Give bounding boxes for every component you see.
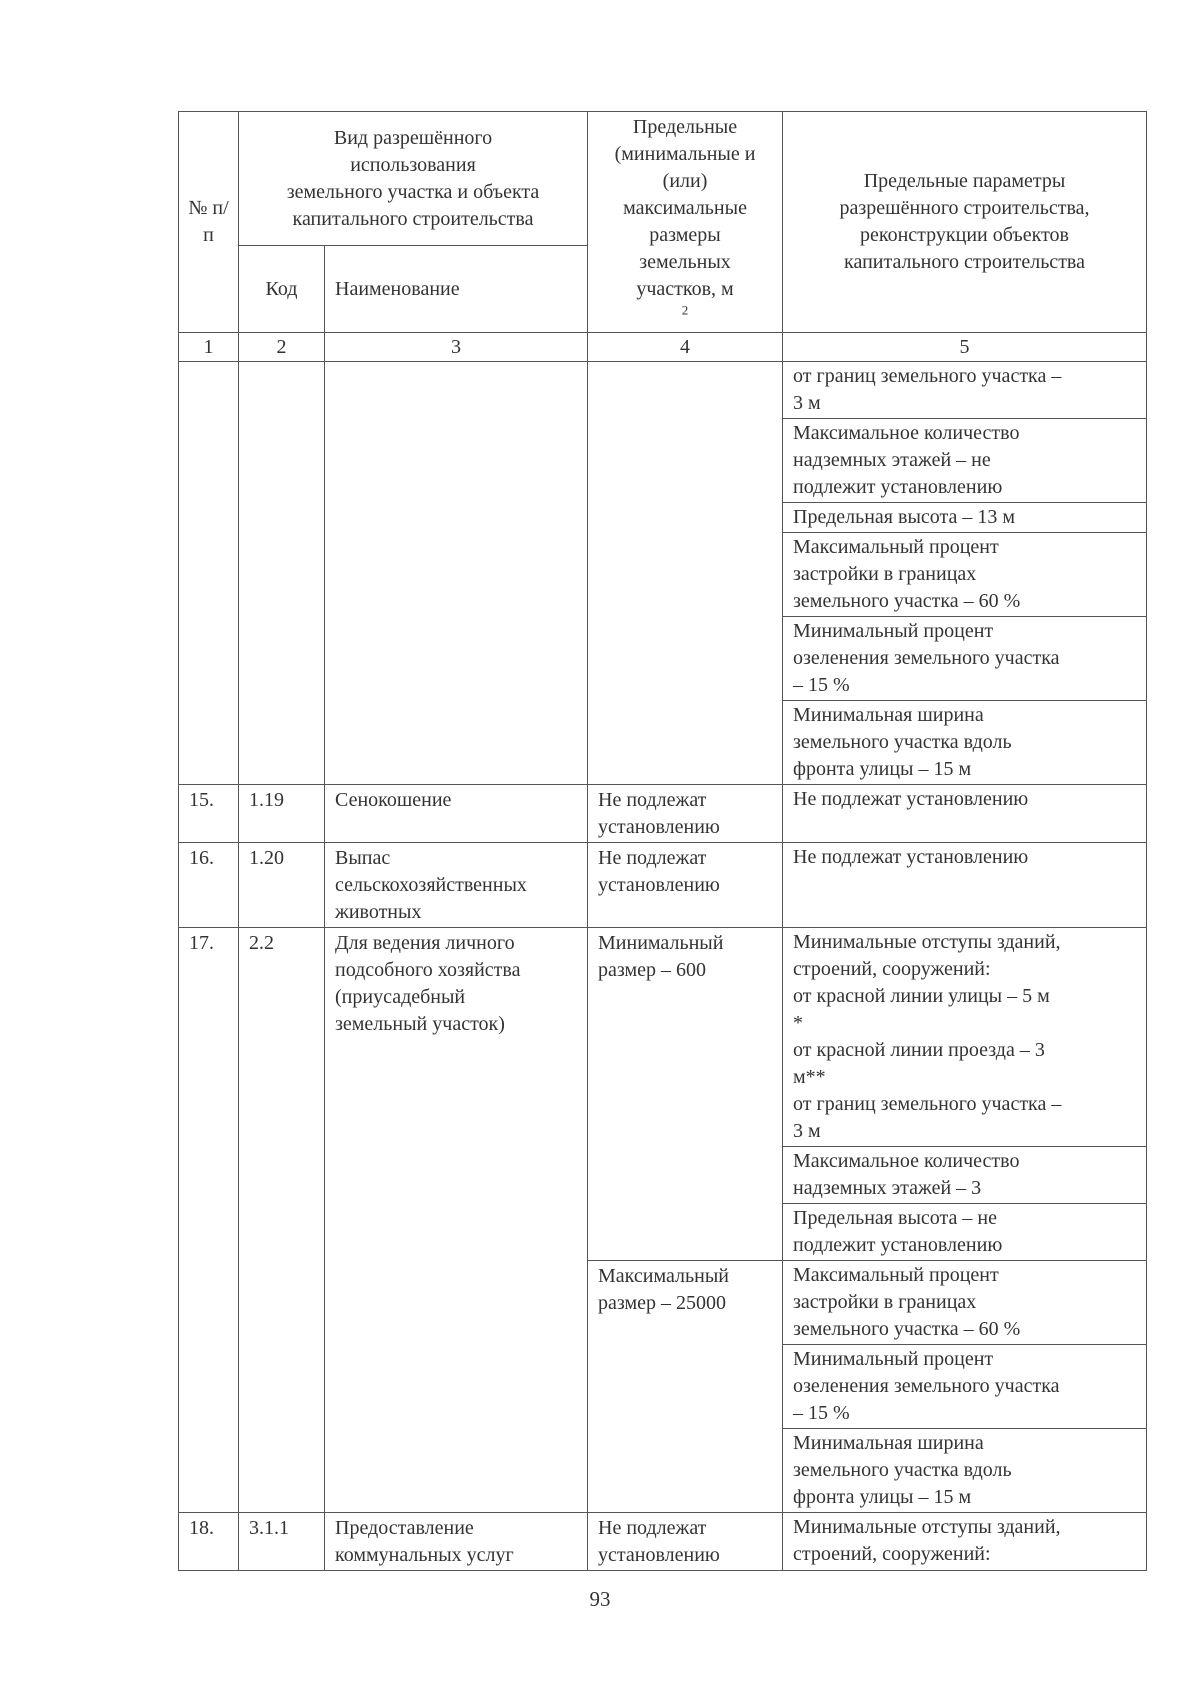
text-line: Выпас (335, 847, 391, 869)
text-line: Вид разрешённого (333, 126, 493, 149)
param-item (783, 616, 1146, 700)
cell-num (179, 362, 239, 785)
cell-num: 16. (179, 843, 239, 928)
cell-size-max (588, 1261, 783, 1513)
param-line: Минимальные отступы зданий, (793, 1516, 1061, 1538)
cell-name (325, 843, 588, 928)
cell-code: 2.2 (239, 928, 325, 1513)
text-line: размеры (649, 224, 721, 246)
param-line: земельного участка вдоль (793, 731, 1012, 753)
param-line: надземных этажей – 3 (793, 1177, 982, 1199)
param-item (783, 502, 1146, 532)
param-item (783, 1203, 1146, 1260)
param-item (783, 362, 1146, 418)
text-line: Предельные (632, 116, 738, 138)
param-line: – 15 % (793, 1402, 850, 1424)
text-line: (или) (662, 170, 708, 192)
text-line: земельного участка и объекта (286, 180, 540, 203)
col-number: 5 (783, 333, 1147, 362)
cell-name (325, 1513, 588, 1571)
header-params (783, 112, 1147, 333)
text-line: установлению (598, 874, 720, 896)
text-line: размер – 600 (598, 959, 707, 981)
param-line: Максимальный процент (793, 1264, 999, 1286)
param-item (783, 700, 1146, 784)
cell-params (783, 785, 1147, 843)
param-line: земельного участка – 60 % (793, 1318, 1021, 1340)
header-name-label: Наименование (335, 277, 460, 300)
text-line: установлению (598, 1544, 720, 1566)
col-number: 3 (325, 333, 588, 362)
text-line: (приусадебный (335, 986, 466, 1008)
page-number: 93 (589, 1587, 611, 1611)
param-line: – 15 % (793, 674, 850, 696)
param-line: застройки в границах (793, 563, 977, 585)
param-line: земельного участка – 60 % (793, 590, 1021, 612)
col-number: 4 (588, 333, 783, 362)
text-line: размер – 25000 (598, 1292, 727, 1314)
param-line: озеленения земельного участка (793, 1375, 1060, 1397)
param-line: Максимальное количество (793, 1150, 1020, 1172)
text-line: Максимальный (598, 1265, 729, 1287)
text-line: Предельные параметры (863, 170, 1066, 192)
cell-name (325, 785, 588, 843)
param-line: Минимальная ширина (793, 1432, 984, 1454)
table-row (179, 785, 1147, 843)
text-line: подсобного хозяйства (335, 959, 521, 981)
header-size-sup: 2 (681, 302, 689, 318)
text-line: земельных (639, 251, 731, 273)
param-line: Минимальные отступы зданий, (793, 931, 1061, 953)
text-line: Сенокошение (335, 789, 452, 811)
param-line: Минимальный процент (793, 620, 994, 642)
param-line: подлежит установлению (793, 476, 1003, 498)
cell-size (588, 1513, 783, 1571)
text-line: Для ведения личного (335, 932, 515, 954)
cell-code: 3.1.1 (239, 1513, 325, 1571)
document-page (178, 111, 1146, 1571)
param-line: Максимальное количество (793, 422, 1020, 444)
param-line: фронта улицы – 15 м (793, 758, 972, 780)
table-header (179, 112, 1147, 362)
text-line: использования (350, 153, 476, 176)
param-line: от границ земельного участка – (793, 1093, 1062, 1115)
header-num-label: № п/п (188, 197, 229, 246)
param-item (783, 1513, 1146, 1569)
cell-params-max (783, 1261, 1147, 1513)
cell-params (783, 1513, 1147, 1571)
cell-name (325, 928, 588, 1513)
param-line: строений, сооружений: (793, 958, 991, 980)
cell-code: 1.20 (239, 843, 325, 928)
cell-size (588, 843, 783, 928)
cell-params (783, 843, 1147, 928)
text-line: Минимальный (598, 932, 724, 954)
table-row-continuation (179, 362, 1147, 785)
param-line: Предельная высота – 13 м (793, 506, 1016, 528)
col-number: 2 (239, 333, 325, 362)
param-line: Максимальный процент (793, 536, 999, 558)
cell-size (588, 362, 783, 785)
text-line: (минимальные и (614, 143, 756, 165)
header-size (588, 112, 783, 333)
header-code (239, 246, 325, 333)
param-line: надземных этажей – не (793, 449, 991, 471)
cell-name (325, 362, 588, 785)
text-line: животных (335, 901, 422, 923)
text-line: максимальные (623, 197, 747, 219)
text-line: капитального строительства (844, 251, 1085, 273)
header-num (179, 112, 239, 333)
param-line: Не подлежат установлению (793, 788, 1029, 810)
col-number: 1 (179, 333, 239, 362)
text-line: разрешённого строительства, (839, 197, 1090, 219)
text-line: сельскохозяйственных (335, 874, 527, 896)
text-line: Предоставление (335, 1517, 474, 1539)
param-line: фронта улицы – 15 м (793, 1486, 972, 1508)
param-line: Минимальный процент (793, 1348, 994, 1370)
cell-num: 18. (179, 1513, 239, 1571)
param-line: застройки в границах (793, 1291, 977, 1313)
header-size-label (592, 114, 778, 303)
cell-params (783, 362, 1147, 785)
text-line: установлению (598, 816, 720, 838)
param-item (783, 785, 1146, 814)
cell-size (588, 785, 783, 843)
text-line: капитального строительства (292, 207, 534, 230)
param-line: строений, сооружений: (793, 1543, 991, 1565)
table-row (179, 1513, 1147, 1571)
text-line: Не подлежат (598, 847, 707, 869)
param-item (783, 1344, 1146, 1428)
text-line: Не подлежат (598, 789, 707, 811)
text-line: земельный участок) (335, 1013, 505, 1035)
param-item (783, 1146, 1146, 1203)
param-item (783, 1261, 1146, 1344)
header-code-label: Код (265, 277, 298, 300)
cell-num: 15. (179, 785, 239, 843)
table-row (179, 843, 1147, 928)
cell-num: 17. (179, 928, 239, 1513)
param-line: от красной линии улицы – 5 м (793, 985, 1050, 1007)
param-item (783, 418, 1146, 502)
cell-size-min (588, 928, 783, 1261)
param-item (783, 1428, 1146, 1512)
param-line: 3 м (793, 1120, 821, 1142)
text-line: участков, м (636, 278, 734, 300)
param-item (783, 532, 1146, 616)
land-use-table (178, 111, 1147, 1571)
header-name (325, 246, 588, 333)
table-row (179, 928, 1147, 1261)
param-line: Не подлежат установлению (793, 846, 1029, 868)
param-line: м** (793, 1066, 826, 1088)
param-line: подлежит установлению (793, 1234, 1003, 1256)
param-line: озеленения земельного участка (793, 647, 1060, 669)
param-line: * (793, 1012, 804, 1034)
cell-params-min (783, 928, 1147, 1261)
text-line: коммунальных услуг (335, 1544, 514, 1566)
cell-code (239, 362, 325, 785)
text-line: Не подлежат (598, 1517, 707, 1539)
param-line: земельного участка вдоль (793, 1459, 1012, 1481)
param-item (783, 843, 1146, 872)
param-line: Предельная высота – не (793, 1207, 997, 1229)
param-line: Минимальная ширина (793, 704, 984, 726)
param-item (783, 928, 1146, 1146)
text-line: реконструкции объектов (860, 224, 1069, 246)
cell-code: 1.19 (239, 785, 325, 843)
param-line: от границ земельного участка – (793, 365, 1062, 387)
param-line: от красной линии проезда – 3 (793, 1039, 1045, 1061)
column-numbers-row (179, 333, 1147, 362)
header-group (239, 112, 588, 246)
param-line: 3 м (793, 392, 821, 414)
